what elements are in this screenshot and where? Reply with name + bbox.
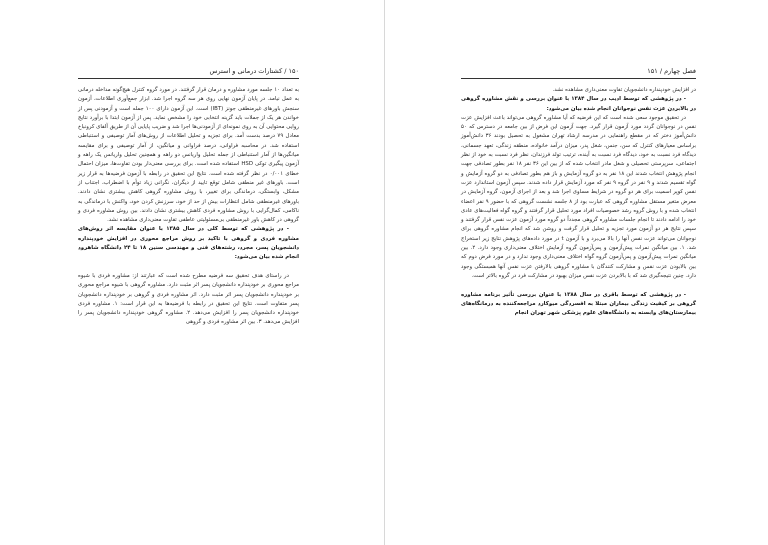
paragraph: در تحقیق موجود سعی شده است که این فرضیه که آیا مشاوره گروهی می‌تواند باعث افزایش عزت نفس در نوجوانان گردد مورد آزمون قرار گیرد. جهت آزمون این فرض از بین جامعه در دسترس که ۵۰ دانش‌آموز دختر که در مقطع راهنمایی در مدرسه ارشاد تهران مشغول به تحصیل بودند ۳۶ دانش‌آموز براساس معیارهای کنترل که سن، جنس، شغل پدر، میزان درآمد خانواده، منطقه زندگی، تعهد جسمانی، دیدگاه فرد نسبت به خود، دیدگاه فرد نسبت به آینده، ترتیب تولد فرزندان، نظر فرد نسبت به خود از نظر اجتماعی، سرپرستی تحصیلی و شغل مادر انتخاب شده که از بین این ۳۶ نفر ۱۸ نفر بطور تصادفی جهت انجام پژوهش انتخاب شدند این ۱۸ نفر به دو گروه آزمایش و باز هم بطور تصادفی به دو گروه آزمایش و گواه تقسیم شدند و ۹ نفر در گروه ۹ نفر که مورد آزمایش قرار داده شدند. سپس آزمون استاندارد عزت نفس کوپر اسمیت برای هر دو گروه در شرایط مساوی اجرا شد و بعد از اجرای آزمون، گروه آزمایش در معرض متغیر مستقل مشاوره گروهی که عبارت بود از ۸ جلسه نشست گروهی که با حضور ۹ نفر اعضاء انتخاب شده و با روش گروه رشد خصوصیات افراد مورد تحلیل قرار گرفتند و گروه گواه فعالیت‌های عادی خود را ادامه دادند تا انجام جلسات مشاوره گروهی مجدداً دو گروه مورد آزمون عزت نفس قرار گرفتند و سپس نتایج هر دو آزمون مورد تجزیه و تحلیل قرار گرفت و روشن شد که انجام مشاوره گروهی برای نوجوانان می‌تواند عزت نفس آنها را بالا می‌برد و با آزمون t در مورد داده‌های پژوهش نتایج زیر استخراج شد. ۱. بین میانگین نمرات پیش‌آزمون و پس‌آزمون گروه آزمایش اختلاف معنی‌داری وجود دارد. ۲. بین میانگین نمرات پیش‌آزمون و پس‌آزمون گروه گواه اختلاف معنی‌داری وجود ندارد و در مورد فرض دوم که بین بالابودن عزت نفس و مشارکت کنندگان با مشاوره گروهی بالارفتن عزت نفس آنها همبستگی وجود دارد. چنین نتیجه‌گیری شد که با بالابردن عزت نفس میزان بهبود در مشارکت فرد در گروه بالاتر است. (461, 114, 697, 279)
page-header: فصل چهارم / ۱۵۱ (461, 66, 696, 79)
paragraph-study-heading: - در پژوهشی که توسط کلی در سال ۱۳۸۵ با عنوان مقایسه اثر روش‌های مشاوره فردی و گروهی با تاکید بر روش مراجع محوری در افزایش خودپنداره دانشجویان پسر، مجرد، رشته‌های فنی و مهندسی سنین ۱۸ تا ۲۴ دانشگاه شاهرود انجام شده بیان می‌شود: (78, 226, 299, 261)
page-header: ۱۵۰ / کشتارات درمانی و استرس (78, 66, 299, 79)
paragraph-study-heading: - در پژوهشی که توسط ادیب در سال ۱۳۸۴ با عنوان بررسی و نقش مشاوره گروهی در بالابردن عزت نفس نوجوانان انجام شده بیان می‌شود: (461, 96, 696, 112)
paragraph-study-heading: - در پژوهشی که توسط باقری در سال ۱۳۸۸ با عنوان بررسی تأثیر برنامه مشاوره گروهی بر کیفیت زندگی بیماران مبتلا به افسردگی میوکارد مراجعه‌کننده به درمانگاه‌های بیمارستان‌های وابسته به دانشگاه‌های علوم پزشکی شهر تهران انجام (461, 291, 696, 317)
paragraph: در راستای هدف تحقیق سه فرضیه مطرح شده است که عبارتند از: مشاوره فردی با شیوه مراجع محوری بر خودپنداره دانشجویان پسر اثر مثبت دارد. مشاوره گروهی با شیوه مراجع محوری بر خودپنداره دانشجویان پسر اثر مثبت دارد. اثر مشاوره فردی و گروهی بر خودپنداره دانشجویان پسر متفاوت است. نتایج این تحقیق در رابطه با فرضیه‌ها به این قرار است: ۱. مشاوره فردی خودپنداره دانشجویان پسر را افزایش می‌دهد. ۲. مشاوره گروهی خودپنداره دانشجویان پسر را افزایش می‌دهد. ۳. بین اثر مشاوره فردی و گروهی (78, 272, 299, 326)
page-body (78, 86, 299, 328)
right-page (385, 0, 768, 545)
paragraph: به تعداد ۱۰ جلسه مورد مشاوره و درمان قرار گرفتند. در مورد گروه کنترل هیچ‌گونه مداخله درمانی به عمل نیامد. در پایان آزمون نهایی روی هر سه گروه اجرا شد. ابزار جمع‌آوری اطلاعات، آزمون سنجش باورهای غیرمنطقی جونز (IBT) است. این آزمون دارای ۱۰۰ جمله است و آزمودنی پس از خواندن هر یک از جملات باید گزینه انتخابی خود را مشخص نماید. پس از آزمون ابتدا با برآورد نتایج روایی محتوایی آن به روی نمونه‌ای از آزمودنی‌ها اجرا شد و ضریب پایایی آن از طریق آلفای کرونباخ معادل ۷۹ درصد بدست آمد. برای تجزیه و تحلیل اطلاعات از روش‌های آمار توصیفی و استنباطی استفاده شد. در محاسبه فراوانی، درصد فراوانی و میانگین، از آمار توصیفی و برای مقایسه میانگین‌ها از آمار استنباطی از جمله تحلیل واریانس دو راهه و همچنین تحلیل واریانس یک راهه و آزمون پیگیری توکی HSD استفاده شده است. برای بررسی معنی‌دار بودن تفاوت‌ها، میزان احتمال خطای ۰/۰۰۱ در نظر گرفته شده است. نتایج این تحقیق در رابطه با آزمون فرضیه‌ها به قرار زیر است. باورهای غیر منطقی شامل توقع تایید از دیگران، نگرانی زیاد توأم با اضطراب، اجتناب از مشکل، وابستگی، درماندگی برای تغییر، با روش مشاوره گروهی کاهش بیشتری نشان دادند. باورهای غیرمنطقی شامل انتظارات بیش از حد از خود، سرزنش کردن خود، واکنش با درماندگی به ناکامی، کمال‌گرایی با روش مشاوره فردی کاهش بیشتری نشان دادند. بین روش مشاوره فردی و گروهی در کاهش باور غیرمنطقی بی‌مسئولیتی عاطفی تفاوت معنی‌داری مشاهده نشد. (78, 87, 299, 224)
page-body (461, 86, 696, 318)
paragraph: در افزایش خودپنداره دانشجویان تفاوت معنی‌داری مشاهده نشد. (552, 87, 696, 93)
